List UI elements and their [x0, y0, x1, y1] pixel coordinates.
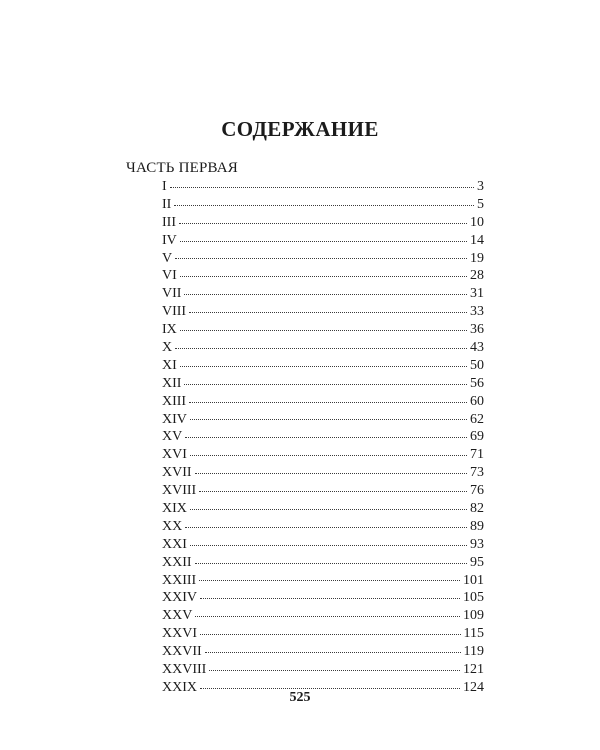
toc-list: [162, 178, 484, 697]
dot-leader: [190, 419, 467, 420]
page-number: 73: [470, 465, 484, 481]
page-number: 28: [470, 268, 484, 284]
dot-leader: [209, 670, 460, 671]
dot-leader: [189, 312, 467, 313]
page-number: 101: [463, 572, 484, 588]
page-number: 109: [463, 608, 484, 624]
page-number: 19: [470, 250, 484, 266]
chapter-number: XII: [162, 375, 182, 391]
chapter-number: XXVII: [162, 644, 202, 660]
chapter-number: XXVIII: [162, 662, 207, 678]
dot-leader: [185, 437, 467, 438]
page-number: 115: [463, 626, 484, 642]
toc-entry[interactable]: [162, 232, 484, 250]
toc-entry[interactable]: [162, 393, 484, 411]
toc-entry[interactable]: [162, 357, 484, 375]
toc-entry[interactable]: [162, 267, 484, 285]
chapter-number: XIII: [162, 393, 187, 409]
chapter-number: IV: [162, 232, 177, 248]
dot-leader: [180, 366, 467, 367]
page-number: 60: [470, 393, 484, 409]
chapter-number: XXIV: [162, 590, 197, 606]
page-title: СОДЕРЖАНИЕ: [221, 117, 379, 141]
page-number: 10: [470, 214, 484, 230]
chapter-number: XVII: [162, 465, 192, 481]
page-number: 82: [470, 501, 484, 517]
chapter-number: VIII: [162, 304, 187, 320]
page-number: 76: [470, 483, 484, 499]
dot-leader: [184, 384, 467, 385]
toc-entry[interactable]: [162, 589, 484, 607]
toc-entry[interactable]: [162, 554, 484, 572]
toc-entry[interactable]: [162, 428, 484, 446]
chapter-number: VI: [162, 268, 177, 284]
toc-entry[interactable]: [162, 607, 484, 625]
chapter-number: II: [162, 196, 172, 212]
chapter-number: IX: [162, 322, 177, 338]
chapter-number: XXIII: [162, 572, 197, 588]
dot-leader: [195, 616, 460, 617]
toc-entry[interactable]: [162, 411, 484, 429]
dot-leader: [195, 563, 467, 564]
dot-leader: [190, 545, 467, 546]
dot-leader: [200, 598, 460, 599]
toc-entry[interactable]: [162, 464, 484, 482]
toc-entry[interactable]: [162, 500, 484, 518]
chapter-number: V: [162, 250, 173, 266]
page-number: 121: [463, 662, 484, 678]
dot-leader: [180, 276, 467, 277]
toc-entry[interactable]: [162, 625, 484, 643]
chapter-number: XXII: [162, 554, 192, 570]
page-number: 36: [470, 322, 484, 338]
toc-entry[interactable]: [162, 321, 484, 339]
toc-entry[interactable]: [162, 178, 484, 196]
dot-leader: [189, 402, 467, 403]
chapter-number: III: [162, 214, 176, 230]
toc-entry[interactable]: [162, 482, 484, 500]
page-number: 14: [470, 232, 484, 248]
page-number: 31: [470, 286, 484, 302]
part-heading: ЧАСТЬ ПЕРВАЯ: [126, 160, 238, 176]
chapter-number: XX: [162, 518, 183, 534]
chapter-number: XIX: [162, 501, 187, 517]
chapter-number: XV: [162, 429, 183, 445]
page-number: 124: [463, 679, 484, 695]
dot-leader: [175, 348, 467, 349]
page-number: 3: [477, 179, 484, 194]
chapter-number: XXV: [162, 608, 193, 624]
dot-leader: [174, 205, 474, 206]
dot-leader: [179, 223, 467, 224]
chapter-number: XI: [162, 357, 177, 373]
dot-leader: [184, 294, 467, 295]
chapter-number: VII: [162, 286, 182, 302]
dot-leader: [180, 241, 467, 242]
toc-entry[interactable]: [162, 303, 484, 321]
toc-entry[interactable]: [162, 643, 484, 661]
toc-entry[interactable]: [162, 214, 484, 232]
chapter-number: XVIII: [162, 483, 197, 499]
toc-entry[interactable]: [162, 375, 484, 393]
dot-leader: [190, 509, 467, 510]
toc-entry[interactable]: [162, 250, 484, 268]
toc-entry[interactable]: [162, 339, 484, 357]
page-number: 56: [470, 375, 484, 391]
dot-leader: [175, 258, 467, 259]
dot-leader: [170, 187, 474, 188]
chapter-number: XXVI: [162, 626, 197, 642]
page-number: 89: [470, 518, 484, 534]
dot-leader: [195, 473, 467, 474]
dot-leader: [200, 688, 460, 689]
chapter-number: XVI: [162, 447, 187, 463]
page-number: 33: [470, 304, 484, 320]
page-number: 93: [470, 536, 484, 552]
chapter-number: X: [162, 340, 173, 356]
toc-entry[interactable]: [162, 285, 484, 303]
toc-entry[interactable]: [162, 518, 484, 536]
dot-leader: [199, 491, 467, 492]
toc-entry[interactable]: [162, 196, 484, 214]
toc-entry[interactable]: [162, 572, 484, 590]
page-number: 62: [470, 411, 484, 427]
dot-leader: [190, 455, 467, 456]
dot-leader: [199, 580, 460, 581]
toc-entry[interactable]: [162, 446, 484, 464]
page-folio: 525: [289, 690, 311, 705]
page-number: 95: [470, 554, 484, 570]
dot-leader: [180, 330, 467, 331]
dot-leader: [185, 527, 467, 528]
chapter-number: XXI: [162, 536, 187, 552]
dot-leader: [205, 652, 461, 653]
chapter-number: I: [162, 179, 167, 194]
page-number: 50: [470, 357, 484, 373]
page-number: 43: [470, 340, 484, 356]
page-number: 119: [463, 644, 484, 660]
toc-entry[interactable]: [162, 536, 484, 554]
page-number: 69: [470, 429, 484, 445]
toc-entry[interactable]: [162, 661, 484, 679]
page-number: 105: [463, 590, 484, 606]
chapter-number: XXIX: [162, 679, 197, 695]
page-number: 5: [477, 196, 484, 212]
dot-leader: [200, 634, 461, 635]
page-number: 71: [470, 447, 484, 463]
chapter-number: XIV: [162, 411, 187, 427]
